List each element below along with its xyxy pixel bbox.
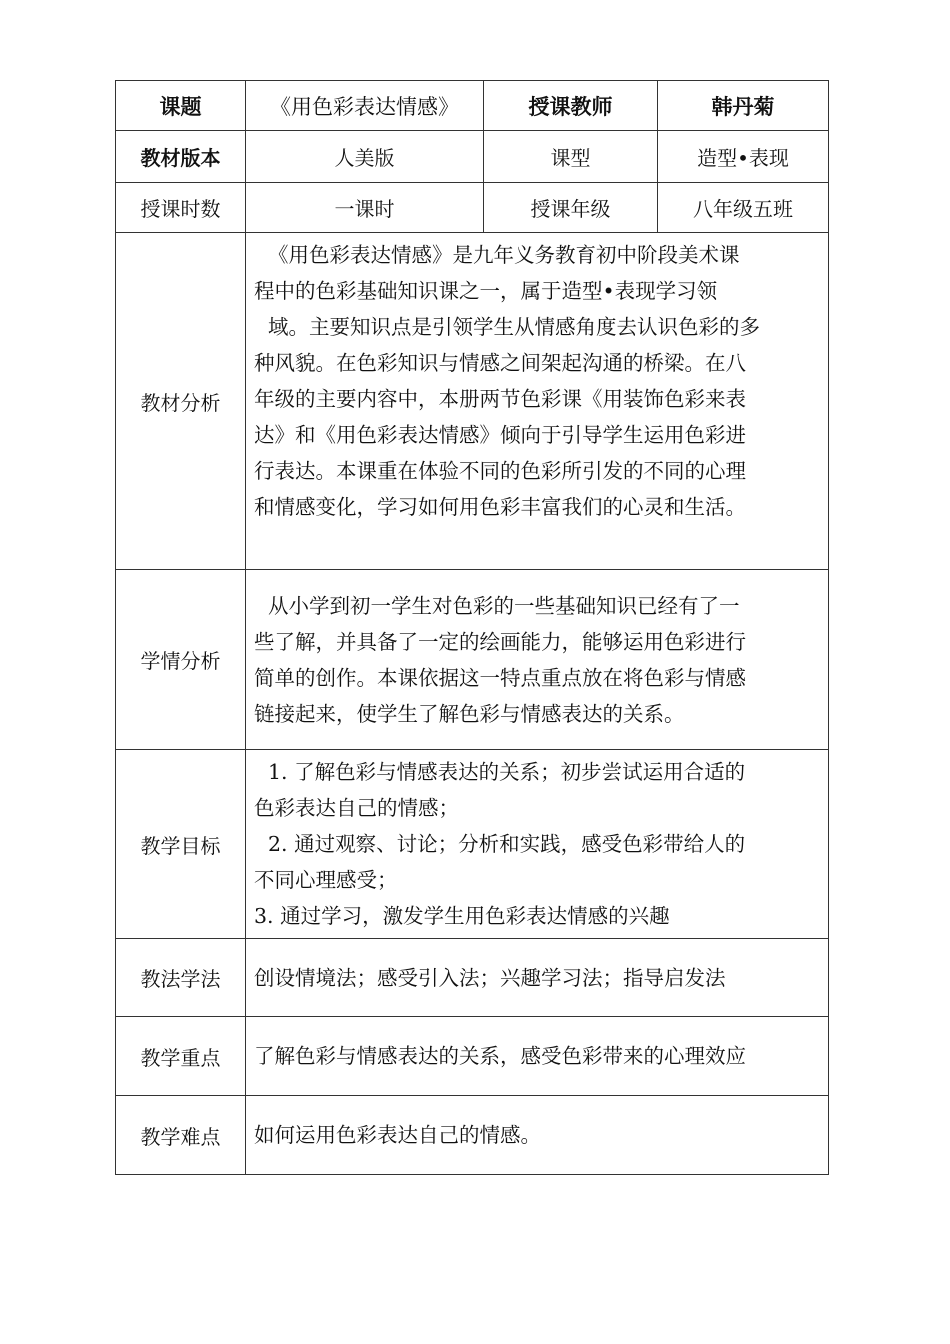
text-line: 程中的色彩基础知识课之一，属于造型•表现学习领 [254,279,718,303]
table-row [116,750,829,939]
text-line: 和情感变化，学习如何用色彩丰富我们的心灵和生活。 [254,495,746,519]
grade-label: 授课年级 [484,183,658,233]
teacher-label: 授课教师 [484,81,658,131]
hours-value: 一课时 [246,183,484,233]
objectives-text [246,750,829,939]
topic-label: 课题 [116,81,246,131]
grade-value: 八年级五班 [658,183,829,233]
table-row [116,183,829,233]
table-row [116,570,829,750]
objectives-label: 教学目标 [116,750,246,939]
student-analysis-text [246,570,829,750]
teacher-value: 韩丹菊 [658,81,829,131]
text-line: 种风貌。在色彩知识与情感之间架起沟通的桥梁。在八 [254,351,746,375]
table-row [116,1017,829,1096]
edition-value: 人美版 [246,131,484,183]
text-line: 《用色彩表达情感》是九年义务教育初中阶段美术课 [268,243,740,267]
text-line: 域。主要知识点是引领学生从情感角度去认识色彩的多 [268,315,760,339]
table-row [116,81,829,131]
methods-text: 创设情境法；感受引入法；兴趣学习法；指导启发法 [246,939,829,1017]
text-line: 不同心理感受； [254,868,398,892]
edition-label: 教材版本 [116,131,246,183]
table-row [116,1096,829,1175]
difficulties-text: 如何运用色彩表达自己的情感。 [246,1096,829,1175]
text-line: 行表达。本课重在体验不同的色彩所引发的不同的心理 [254,459,746,483]
hours-label: 授课时数 [116,183,246,233]
text-line: 1. 了解色彩与情感表达的关系；初步尝试运用合适的 [268,760,746,784]
lesson-plan-table [115,80,829,1175]
textbook-analysis-label: 教材分析 [116,233,246,570]
methods-label: 教法学法 [116,939,246,1017]
table-row [116,131,829,183]
table-row [116,233,829,570]
text-line: 色彩表达自己的情感； [254,796,459,820]
textbook-analysis-text [246,233,829,570]
text-line: 链接起来，使学生了解色彩与情感表达的关系。 [254,701,685,726]
text-line: 达》和《用色彩表达情感》倾向于引导学生运用色彩进 [254,423,746,447]
text-line: 些了解，并具备了一定的绘画能力，能够运用色彩进行 [254,629,746,654]
table-row [116,939,829,1017]
type-label: 课型 [484,131,658,183]
difficulties-label: 教学难点 [116,1096,246,1175]
text-line: 简单的创作。本课依据这一特点重点放在将色彩与情感 [254,665,746,690]
text-line: 从小学到初一学生对色彩的一些基础知识已经有了一 [268,593,740,618]
text-line: 年级的主要内容中，本册两节色彩课《用装饰色彩来表 [254,387,746,411]
text-line: 2. 通过观察、讨论；分析和实践，感受色彩带给人的 [268,832,746,856]
key-points-text: 了解色彩与情感表达的关系，感受色彩带来的心理效应 [246,1017,829,1096]
text-line: 3. 通过学习，激发学生用色彩表达情感的兴趣 [254,904,670,928]
student-analysis-label: 学情分析 [116,570,246,750]
topic-value: 《用色彩表达情感》 [246,81,484,131]
type-value: 造型•表现 [658,131,829,183]
key-points-label: 教学重点 [116,1017,246,1096]
